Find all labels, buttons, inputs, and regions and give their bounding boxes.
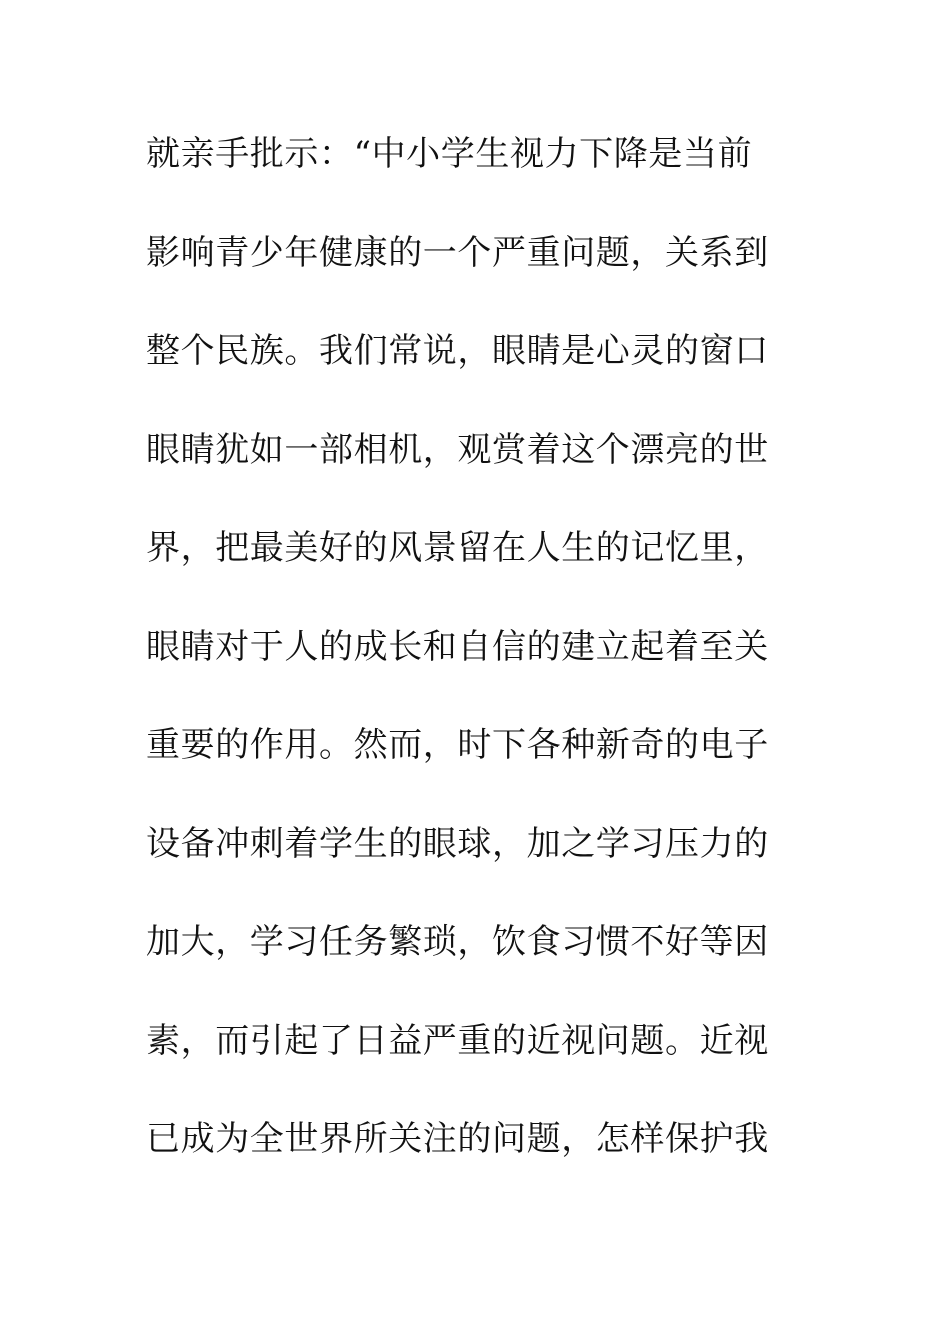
text-line: 界，把最美好的风景留在人生的记忆里，: [146, 528, 769, 568]
text-line: 已成为全世界所关注的问题，怎样保护我: [146, 1119, 769, 1159]
text-line: 整个民族。我们常说，眼睛是心灵的窗口: [146, 331, 769, 371]
text-line: 重要的作用。然而，时下各种新奇的电子: [146, 725, 769, 765]
text-line: 加大，学习任务繁琐，饮食习惯不好等因: [146, 922, 769, 962]
text-line: 眼睛犹如一部相机，观赏着这个漂亮的世: [146, 429, 769, 470]
text-line: 素，而引起了日益严重的近视问题。近视: [146, 1020, 769, 1061]
body-paragraph: [146, 125, 816, 1209]
text-line: 影响青少年健康的一个严重问题，关系到: [146, 232, 769, 273]
text-line: 设备冲刺着学生的眼球，加之学习压力的: [146, 823, 769, 864]
text-line: 就亲手批示：“中小学生视力下降是当前: [146, 134, 753, 174]
text-line: 眼睛对于人的成长和自信的建立起着至关: [146, 626, 769, 667]
